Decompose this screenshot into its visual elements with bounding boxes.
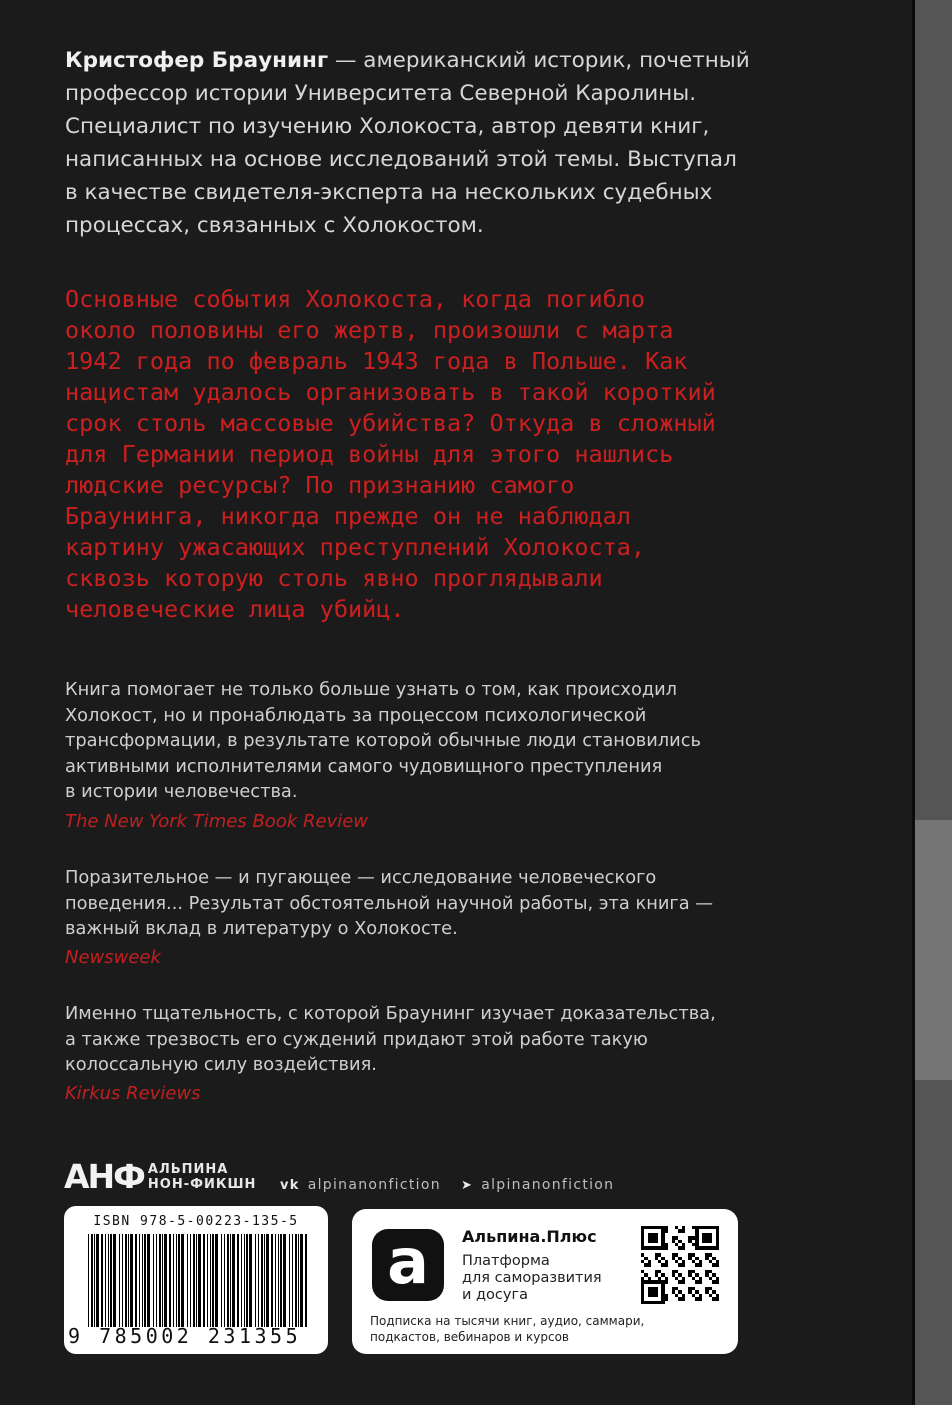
author-bio [65, 44, 895, 242]
review-source-newsweek: Newsweek [65, 947, 161, 968]
review-quote-kirkus [65, 1001, 885, 1078]
vk-link[interactable] [280, 1177, 441, 1193]
barcode-bar [164, 1234, 167, 1327]
cover-edge [912, 0, 952, 1405]
isbn-barcode [64, 1206, 328, 1354]
barcode-bar [110, 1234, 112, 1327]
quote-line: Именно тщательность, с которой Браунинг изучает доказательства, [65, 1003, 716, 1024]
barcode-bar [122, 1234, 123, 1327]
barcode-bar [135, 1234, 137, 1327]
isbn-label: ISBN 978-5-00223-135-5 [93, 1214, 299, 1229]
publisher-name [148, 1162, 257, 1192]
barcode-bar [221, 1234, 222, 1327]
barcode-bar [105, 1234, 106, 1327]
bio-line: в качестве свидетеля-эксперта на нескольких судебных [65, 180, 713, 205]
qr-module [655, 1294, 658, 1297]
barcode-bar [101, 1234, 103, 1327]
barcode-bar [207, 1234, 208, 1327]
promo-footer-line: Подписка на тысячи книг, аудио, саммари, [370, 1314, 645, 1328]
blurb-line: для Германии период войны для этого нашлись [65, 440, 674, 468]
barcode-bar [210, 1234, 211, 1327]
alpina-plus-promo [352, 1209, 738, 1354]
barcode-bar [187, 1234, 188, 1327]
blurb-line: Браунинга, никогда прежде он не наблюдал [65, 502, 631, 530]
barcode-bar [237, 1234, 239, 1327]
barcode-bar [295, 1234, 297, 1327]
publisher-name-line1: АЛЬПИНА [147, 1162, 229, 1177]
telegram-handle: alpinanonfiction [481, 1177, 615, 1193]
qr-module [665, 1246, 668, 1249]
qr-module [661, 1301, 664, 1304]
qr-module [716, 1263, 719, 1266]
qr-module [699, 1280, 702, 1283]
barcode-bar [176, 1234, 177, 1327]
promo-footer-line: подкастов, вебинаров и курсов [370, 1330, 570, 1344]
vk-icon: vk [280, 1177, 300, 1193]
promo-subtitle-line: Платформа [462, 1253, 550, 1269]
qr-module [648, 1263, 651, 1266]
barcode-bar [190, 1234, 191, 1327]
barcode-bars [88, 1234, 310, 1327]
barcode-bar [300, 1234, 303, 1327]
barcode-bar [173, 1234, 174, 1327]
publisher-mark: АНФ [64, 1157, 144, 1196]
alpina-plus-app-icon: a [372, 1229, 444, 1301]
bio-line: профессор истории Университета Северной Каролины. [65, 81, 697, 106]
qr-module [682, 1280, 685, 1283]
review-source-nyt: The New York Times Book Review [65, 811, 369, 832]
barcode-bar [305, 1234, 307, 1327]
barcode-bar [113, 1234, 116, 1327]
barcode-bar [227, 1234, 229, 1327]
qr-module [665, 1263, 668, 1266]
barcode-bar [196, 1234, 197, 1327]
quote-line: а также трезвость его суждений придают этой работе такую [65, 1028, 648, 1050]
telegram-icon: ➤ [461, 1177, 474, 1193]
barcode-bar [130, 1234, 133, 1327]
barcode-bar [224, 1234, 225, 1327]
qr-module [682, 1263, 685, 1266]
barcode-bar [181, 1234, 184, 1327]
barcode-bar [241, 1234, 242, 1327]
barcode-bar [249, 1234, 252, 1327]
quote-line: трансформации, в результате которой обычные люди становились [65, 730, 701, 751]
author-name: Кристофер Браунинг [65, 48, 329, 73]
barcode-bar [108, 1234, 109, 1327]
quote-line: поведения... Результат обстоятельной научной работы, эта книга — [65, 892, 714, 914]
qr-module [665, 1229, 668, 1232]
quote-line: колоссальную силу воздействия. [65, 1054, 377, 1075]
quote-line: Книга помогает не только больше узнать о том, как происходил [65, 679, 678, 700]
book-blurb [65, 284, 905, 625]
publisher-logo [64, 1157, 257, 1196]
blurb-line: около половины его жертв, произошли с марта [65, 316, 674, 344]
barcode-bar [159, 1234, 161, 1327]
barcode-bar [298, 1234, 299, 1327]
barcode-bar [96, 1234, 99, 1327]
barcode-digits: 9 785002 231355 [68, 1324, 302, 1348]
review-quote-nyt [65, 677, 885, 805]
qr-module [716, 1246, 719, 1249]
barcode-bar [244, 1234, 245, 1327]
barcode-bar [215, 1234, 218, 1327]
barcode-bar [142, 1234, 143, 1327]
qr-module [716, 1297, 719, 1300]
blurb-line: Основные события Холокоста, когда погибло [65, 285, 646, 313]
promo-subtitle-line: для саморазвития [462, 1270, 602, 1286]
bio-line: Специалист по изучению Холокоста, автор девяти книг, [65, 114, 710, 139]
qr-module [682, 1229, 685, 1232]
barcode-bar [178, 1234, 180, 1327]
barcode-bar [289, 1234, 290, 1327]
quote-line: важный вклад в литературу о Холокосте. [65, 918, 458, 939]
barcode-bar [139, 1234, 140, 1327]
barcode-bar [94, 1234, 95, 1327]
barcode-bar [261, 1234, 263, 1327]
bio-line: — американский историк, почетный [328, 48, 750, 73]
barcode-bar [128, 1234, 129, 1327]
barcode-bar [280, 1234, 282, 1327]
qr-module [665, 1280, 668, 1283]
barcode-bar [283, 1234, 286, 1327]
barcode-bar [232, 1234, 235, 1327]
barcode-bar [246, 1234, 248, 1327]
barcode-bar [212, 1234, 214, 1327]
barcode-bar [144, 1234, 146, 1327]
bio-line: процессах, связанных с Холокостом. [65, 213, 484, 238]
qr-module [709, 1240, 712, 1243]
qr-module [682, 1297, 685, 1300]
barcode-bar [125, 1234, 127, 1327]
barcode-bar [91, 1234, 93, 1327]
blurb-line: нацистам удалось организовать в такой короткий [65, 378, 716, 406]
barcode-bar [147, 1234, 150, 1327]
barcode-bar [198, 1234, 201, 1327]
barcode-bar [153, 1234, 154, 1327]
barcode-bar [255, 1234, 256, 1327]
barcode-bar [264, 1234, 265, 1327]
barcode-bar [193, 1234, 195, 1327]
barcode-bar [292, 1234, 293, 1327]
qr-module [682, 1246, 685, 1249]
barcode-bar [156, 1234, 157, 1327]
barcode-bar [258, 1234, 259, 1327]
quote-line: в истории человечества. [65, 781, 298, 802]
bio-line: написанных на основе исследований этой темы. Выступал [65, 147, 737, 172]
barcode-bar [88, 1234, 89, 1327]
blurb-line: сквозь которую столь явно проглядывали [65, 564, 603, 592]
blurb-line: людские ресурсы? По признанию самого [65, 471, 575, 499]
vk-handle: alpinanonfiction [307, 1177, 441, 1193]
barcode-bar [266, 1234, 269, 1327]
promo-subtitle-line: и досуга [462, 1287, 528, 1303]
quote-line: активными исполнителями самого чудовищного преступления [65, 755, 663, 777]
qr-module [699, 1297, 702, 1300]
promo-subtitle [462, 1253, 622, 1304]
barcode-bar [203, 1234, 205, 1327]
barcode-bar [230, 1234, 231, 1327]
qr-module [716, 1280, 719, 1283]
barcode-bar [162, 1234, 163, 1327]
barcode-bar [278, 1234, 279, 1327]
blurb-line: срок столь массовые убийства? Откуда в сложный [65, 409, 716, 437]
barcode-bar [275, 1234, 276, 1327]
barcode-bar [169, 1234, 171, 1327]
telegram-link[interactable] [461, 1177, 614, 1193]
blurb-line: 1942 года по февраль 1943 года в Польше. Как [65, 347, 688, 375]
qr-module [655, 1240, 658, 1243]
qr-module [699, 1263, 702, 1266]
promo-footer [370, 1313, 700, 1345]
quote-line: Поразительное — и пугающее — исследование человеческого [65, 867, 657, 888]
review-source-kirkus: Kirkus Reviews [65, 1083, 201, 1104]
blurb-line: картину ужасающих преступлений Холокоста, [65, 533, 646, 561]
publisher-name-line2: НОН-ФИКШН [147, 1177, 257, 1192]
qr-module [665, 1297, 668, 1300]
barcode-bar [119, 1234, 120, 1327]
blurb-line: человеческие лица убийц. [65, 595, 405, 623]
barcode-bar [271, 1234, 273, 1327]
quote-line: Холокост, но и пронаблюдать за процессом психологической [65, 704, 647, 726]
qr-code[interactable] [641, 1226, 719, 1304]
promo-title: Альпина.Плюс [462, 1227, 597, 1246]
review-quote-newsweek [65, 865, 885, 942]
